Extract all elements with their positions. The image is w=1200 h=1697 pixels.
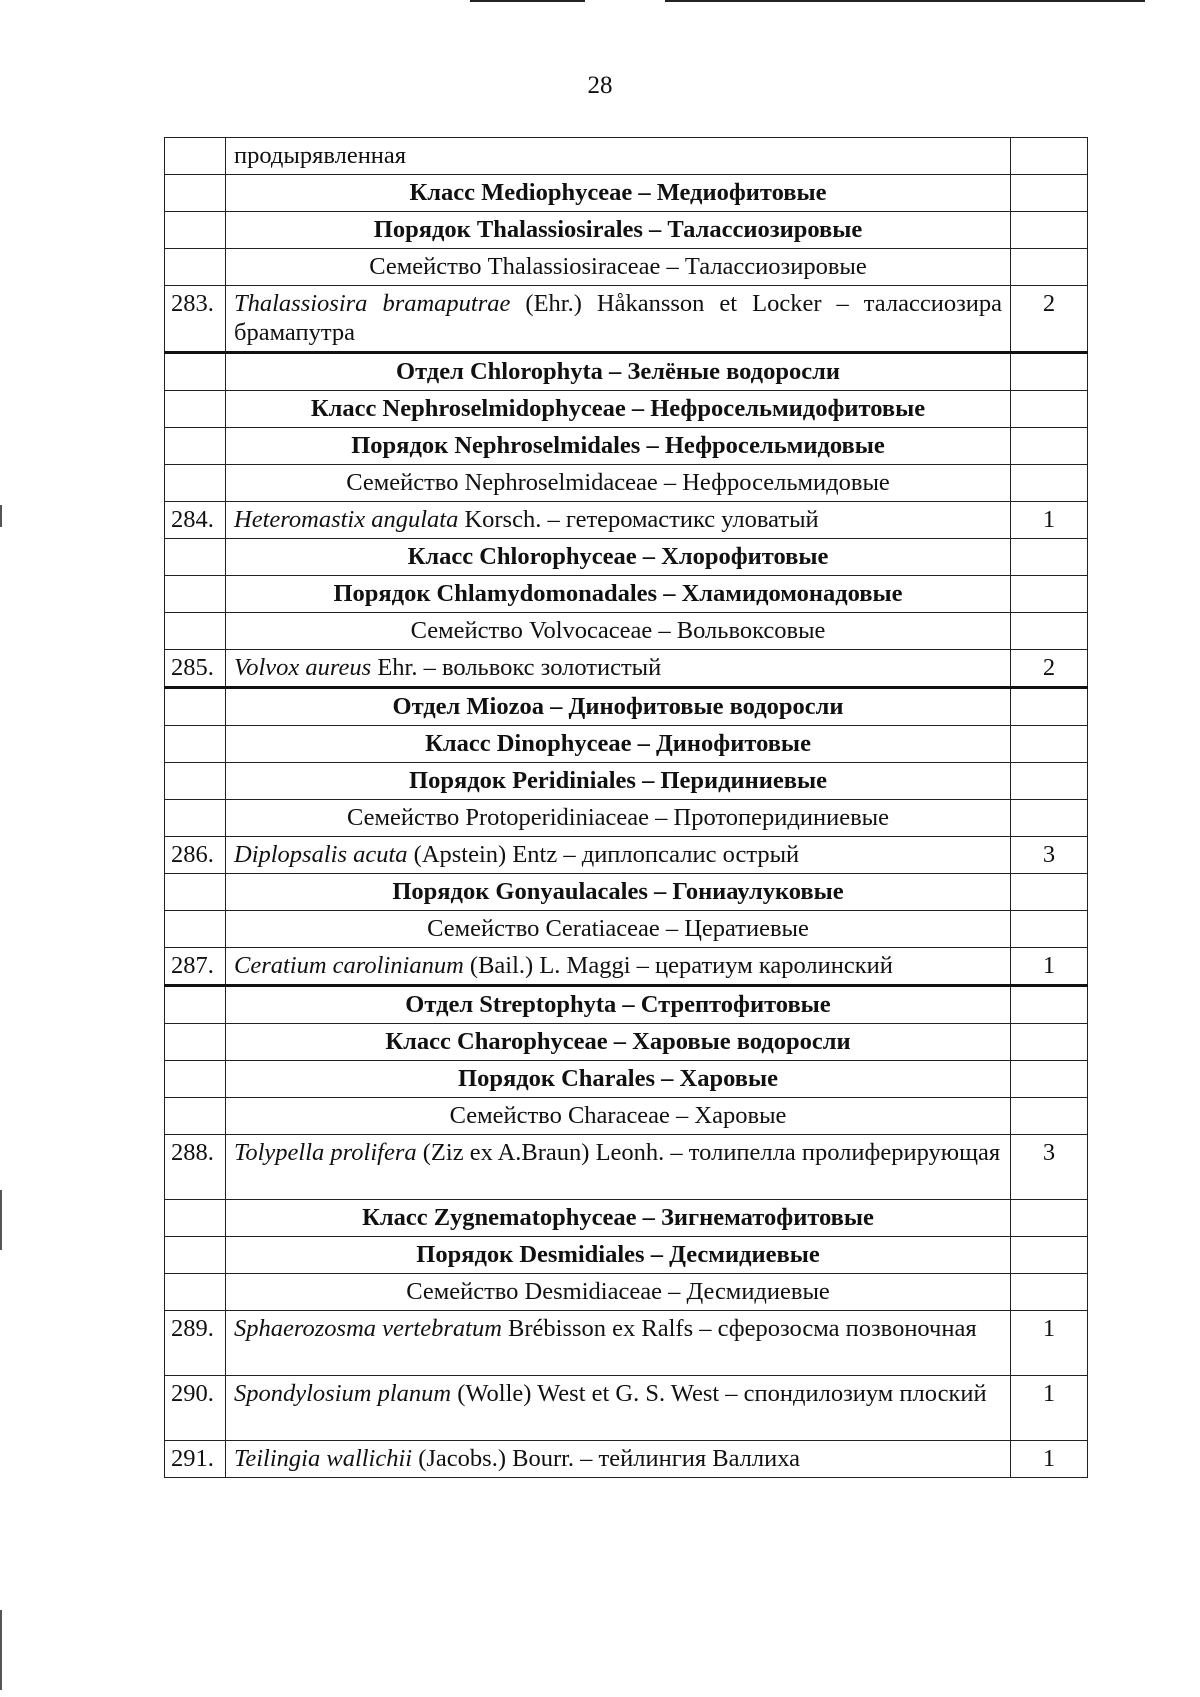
taxon-header-row xyxy=(165,427,1088,464)
taxon-name-cell: Порядок Desmidiales – Десмидиевые xyxy=(226,1236,1011,1273)
taxon-name-cell: Семейство Volvocaceae – Вольвоксовые xyxy=(226,612,1011,649)
row-number-cell: 286. xyxy=(165,836,226,873)
taxon-name-cell: Порядок Nephroselmidales – Нефросельмидовые xyxy=(226,427,1011,464)
row-number-cell xyxy=(165,1236,226,1273)
row-number-cell xyxy=(165,910,226,947)
scan-margin-mark xyxy=(0,1190,2,1250)
taxon-header-row xyxy=(165,538,1088,575)
species-row xyxy=(165,947,1088,985)
species-row xyxy=(165,1375,1088,1440)
category-value-cell: 2 xyxy=(1011,286,1088,353)
author-and-common-name: (Apstein) Entz – диплопсалис острый xyxy=(407,840,800,868)
species-name-cell xyxy=(226,501,1011,538)
category-value-cell xyxy=(1011,175,1088,212)
taxon-header-row xyxy=(165,612,1088,649)
category-value-cell xyxy=(1011,873,1088,910)
category-value-cell xyxy=(1011,910,1088,947)
taxon-name-cell: Класс Dinophyceae – Динофитовые xyxy=(226,725,1011,762)
taxon-header-row xyxy=(165,138,1088,175)
scientific-name: Volvox aureus xyxy=(234,653,372,681)
taxon-name-cell: Семейство Characeae – Харовые xyxy=(226,1097,1011,1134)
row-number-cell xyxy=(165,175,226,212)
category-value-cell xyxy=(1011,1236,1088,1273)
category-value-cell xyxy=(1011,1023,1088,1060)
scan-margin-mark xyxy=(0,505,2,527)
taxon-header-row xyxy=(165,352,1088,390)
author-and-common-name: (Wolle) West et G. S. West – спондилозиум плоский xyxy=(451,1379,987,1407)
scientific-name: Teilingia wallichii xyxy=(234,1444,413,1472)
category-value-cell xyxy=(1011,985,1088,1023)
scientific-name: Ceratium carolinianum xyxy=(234,951,464,979)
taxon-header-row xyxy=(165,799,1088,836)
row-number-cell: 289. xyxy=(165,1310,226,1375)
category-value-cell xyxy=(1011,575,1088,612)
taxon-name-cell: продырявленная xyxy=(226,138,1011,175)
taxon-name-cell: Порядок Gonyaulacales – Гониаулуковые xyxy=(226,873,1011,910)
species-row xyxy=(165,649,1088,687)
category-value-cell xyxy=(1011,1199,1088,1236)
author-and-common-name: (Bail.) L. Maggi – цератиум каролинский xyxy=(463,951,893,979)
category-value-cell: 1 xyxy=(1011,501,1088,538)
row-number-cell xyxy=(165,575,226,612)
taxon-name-cell: Класс Mediophyceae – Медиофитовые xyxy=(226,175,1011,212)
row-number-cell: 285. xyxy=(165,649,226,687)
row-number-cell xyxy=(165,762,226,799)
author-and-common-name: Brébisson ex Ralfs – сферозосма позвоночная xyxy=(501,1314,977,1342)
author-and-common-name: (Ehr.) Håkansson et Locker – талассиозира брамапутра xyxy=(234,290,1002,347)
taxon-header-row xyxy=(165,762,1088,799)
taxon-name-cell: Семейство Thalassiosiraceae – Талассиозировые xyxy=(226,249,1011,286)
category-value-cell xyxy=(1011,612,1088,649)
taxon-name-cell: Порядок Charales – Харовые xyxy=(226,1060,1011,1097)
taxon-header-row xyxy=(165,464,1088,501)
taxon-header-row xyxy=(165,1060,1088,1097)
species-name-cell xyxy=(226,286,1011,353)
row-number-cell xyxy=(165,390,226,427)
category-value-cell xyxy=(1011,1273,1088,1310)
row-number-cell xyxy=(165,1060,226,1097)
category-value-cell xyxy=(1011,1060,1088,1097)
taxon-name-cell: Класс Chlorophyceae – Хлорофитовые xyxy=(226,538,1011,575)
row-number-cell: 283. xyxy=(165,286,226,353)
category-value-cell xyxy=(1011,725,1088,762)
row-number-cell xyxy=(165,985,226,1023)
scientific-name: Sphaerozosma vertebratum xyxy=(234,1314,502,1342)
row-number-cell xyxy=(165,1273,226,1310)
species-table xyxy=(164,137,1088,1478)
taxon-name-cell: Отдел Streptophyta – Стрептофитовые xyxy=(226,985,1011,1023)
category-value-cell: 1 xyxy=(1011,947,1088,985)
category-value-cell: 1 xyxy=(1011,1375,1088,1440)
scientific-name: Tolypella prolifera xyxy=(234,1138,417,1166)
taxon-name-cell: Класс Nephroselmidophyceae – Нефросельмидофитовые xyxy=(226,390,1011,427)
taxon-header-row xyxy=(165,687,1088,725)
category-value-cell xyxy=(1011,390,1088,427)
taxon-name-cell: Семейство Nephroselmidaceae – Нефросельмидовые xyxy=(226,464,1011,501)
taxon-name-cell: Отдел Miozoa – Динофитовые водоросли xyxy=(226,687,1011,725)
scientific-name: Thalassiosira bramaputrae xyxy=(234,290,511,317)
species-name-cell xyxy=(226,1310,1011,1375)
taxon-header-row xyxy=(165,985,1088,1023)
taxon-name-cell: Порядок Thalassiosirales – Талассиозировые xyxy=(226,212,1011,249)
top-edge-rule xyxy=(665,0,1145,2)
species-row xyxy=(165,286,1088,353)
category-value-cell xyxy=(1011,352,1088,390)
species-row xyxy=(165,1310,1088,1375)
row-number-cell xyxy=(165,1097,226,1134)
taxon-header-row xyxy=(165,175,1088,212)
row-number-cell: 290. xyxy=(165,1375,226,1440)
species-name-cell xyxy=(226,1440,1011,1477)
row-number-cell: 287. xyxy=(165,947,226,985)
species-row xyxy=(165,836,1088,873)
author-and-common-name: Korsch. – гетеромастикс уловатый xyxy=(458,505,819,533)
taxon-header-row xyxy=(165,873,1088,910)
taxon-header-row xyxy=(165,1199,1088,1236)
category-value-cell: 3 xyxy=(1011,836,1088,873)
row-number-cell xyxy=(165,249,226,286)
author-and-common-name: (Jacobs.) Bourr. – тейлингия Валлиха xyxy=(412,1444,801,1472)
row-number-cell xyxy=(165,725,226,762)
category-value-cell xyxy=(1011,538,1088,575)
species-row xyxy=(165,1440,1088,1477)
row-number-cell xyxy=(165,464,226,501)
category-value-cell xyxy=(1011,687,1088,725)
species-name-cell xyxy=(226,1134,1011,1199)
scan-margin-mark xyxy=(0,1610,2,1690)
taxon-header-row xyxy=(165,1236,1088,1273)
scientific-name: Heteromastix angulata xyxy=(234,505,459,533)
row-number-cell xyxy=(165,612,226,649)
category-value-cell: 1 xyxy=(1011,1440,1088,1477)
row-number-cell xyxy=(165,138,226,175)
category-value-cell xyxy=(1011,138,1088,175)
taxon-name-cell: Порядок Peridiniales – Перидиниевые xyxy=(226,762,1011,799)
category-value-cell xyxy=(1011,799,1088,836)
taxon-header-row xyxy=(165,249,1088,286)
row-number-cell xyxy=(165,687,226,725)
author-and-common-name: (Ziz ex A.Braun) Leonh. – толипелла пролиферирующая xyxy=(416,1138,1001,1166)
row-number-cell xyxy=(165,1199,226,1236)
row-number-cell xyxy=(165,427,226,464)
species-name-cell xyxy=(226,947,1011,985)
category-value-cell: 1 xyxy=(1011,1310,1088,1375)
taxon-header-row xyxy=(165,910,1088,947)
taxon-header-row xyxy=(165,390,1088,427)
category-value-cell xyxy=(1011,762,1088,799)
category-value-cell: 2 xyxy=(1011,649,1088,687)
taxon-name-cell: Порядок Chlamydomonadales – Хламидомонадовые xyxy=(226,575,1011,612)
row-number-cell: 284. xyxy=(165,501,226,538)
species-row xyxy=(165,1134,1088,1199)
page-number: 28 xyxy=(587,72,613,99)
category-value-cell xyxy=(1011,1097,1088,1134)
taxon-header-row xyxy=(165,725,1088,762)
taxon-header-row xyxy=(165,1273,1088,1310)
scientific-name: Diplopsalis acuta xyxy=(234,840,408,868)
taxon-name-cell: Семейство Ceratiaceae – Цератиевые xyxy=(226,910,1011,947)
species-name-cell xyxy=(226,1375,1011,1440)
category-value-cell xyxy=(1011,427,1088,464)
taxon-header-row xyxy=(165,1023,1088,1060)
category-value-cell xyxy=(1011,249,1088,286)
category-value-cell xyxy=(1011,464,1088,501)
row-number-cell: 291. xyxy=(165,1440,226,1477)
author-and-common-name: Ehr. – вольвокс золотистый xyxy=(371,653,662,681)
row-number-cell: 288. xyxy=(165,1134,226,1199)
taxon-name-cell: Семейство Desmidiaceae – Десмидиевые xyxy=(226,1273,1011,1310)
category-value-cell xyxy=(1011,212,1088,249)
species-name-cell xyxy=(226,649,1011,687)
row-number-cell xyxy=(165,873,226,910)
taxon-header-row xyxy=(165,212,1088,249)
taxon-name-cell: Класс Zygnematophyceae – Зигнематофитовые xyxy=(226,1199,1011,1236)
taxon-name-cell: Отдел Chlorophyta – Зелёные водоросли xyxy=(226,352,1011,390)
row-number-cell xyxy=(165,352,226,390)
species-row xyxy=(165,501,1088,538)
top-edge-rule xyxy=(470,0,585,2)
row-number-cell xyxy=(165,212,226,249)
taxon-header-row xyxy=(165,575,1088,612)
taxon-header-row xyxy=(165,1097,1088,1134)
row-number-cell xyxy=(165,1023,226,1060)
taxon-name-cell: Семейство Protoperidiniaceae – Протоперидиниевые xyxy=(226,799,1011,836)
species-name-cell xyxy=(226,836,1011,873)
taxon-name-cell: Класс Charophyceae – Харовые водоросли xyxy=(226,1023,1011,1060)
row-number-cell xyxy=(165,538,226,575)
scientific-name: Spondylosium planum xyxy=(234,1379,452,1407)
category-value-cell: 3 xyxy=(1011,1134,1088,1199)
row-number-cell xyxy=(165,799,226,836)
